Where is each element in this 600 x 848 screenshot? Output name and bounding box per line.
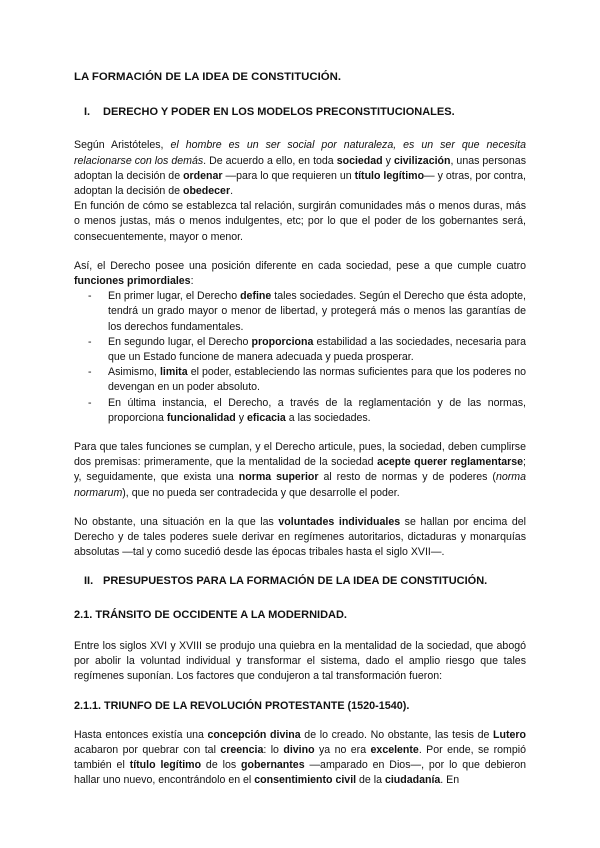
- document-title: LA FORMACIÓN DE LA IDEA DE CONSTITUCIÓN.: [74, 71, 342, 83]
- section-1-number: I.: [84, 106, 91, 119]
- paragraph-aristoteles: Según Aristóteles, el hombre es un ser social por naturaleza, es un ser que necesita relacionarse con los demás. De acuerdo a ello, en toda sociedad y civilización, unas personas adoptan la decisión de ordenar —para lo que requieren un título legítimo— y otras, por contra, adoptan la decisión de obedecer.: [74, 139, 526, 198]
- list-item: - Asimismo, limita el poder, estableciendo las normas suficientes para que los poderes no devengan en un poder absoluto.: [88, 366, 527, 394]
- list-item: - En segundo lugar, el Derecho proporciona estabilidad a las sociedades, necesaria para que un Estado funcione de manera adecuada y pueda prosperar.: [88, 335, 526, 364]
- section-2-heading: [74, 574, 526, 589]
- section-2-title: PRESUPUESTOS PARA LA FORMACIÓN DE LA IDEA DE CONSTITUCIÓN.: [103, 575, 488, 588]
- paragraph-voluntades: No obstante, una situación en la que las voluntades individuales se hallan por encima del Derecho y de tales poderes suele derivar en regímenes autoritarios, dictaduras y monarquías absolutas —tal y como sucedió desde las épocas tribales hasta el siglo XVII—.: [74, 515, 526, 559]
- subsection-2-1-1-heading: 2.1.1. TRIUNFO DE LA REVOLUCIÓN PROTESTANTE (1520-1540).: [74, 699, 410, 712]
- paragraph-quiebra: Entre los siglos XVI y XVIII se produjo una quiebra en la mentalidad de la sociedad, que abogó por abolir la voluntad individual y transformar el sistema, dado el amplio riesgo que tales regímenes suponían. Los factores que condujeron a tal transformación fueron:: [74, 639, 526, 683]
- paragraph-premisas: Para que tales funciones se cumplan, y el Derecho articule, pues, la sociedad, deben cumplirse dos premisas: primeramente, que la mentalidad de la sociedad acepte querer reglamentarse; y, seguidamente, que exista una norma superior al resto de normas y de poderes (norma normarum), que no pueda ser contradecida y que desarrolle el poder.: [74, 441, 526, 499]
- functions-list: [74, 289, 526, 426]
- section-2-number: II.: [84, 575, 94, 588]
- section-1-heading: [74, 105, 526, 120]
- list-item: - En última instancia, el Derecho, a través de la reglamentación y de las normas, proporciona funcionalidad y eficacia a las sociedades.: [88, 396, 526, 424]
- section-1-title: DERECHO Y PODER EN LOS MODELOS PRECONSTITUCIONALES.: [103, 106, 455, 119]
- paragraph-relacion: En función de cómo se establezca tal relación, surgirán comunidades más o menos duras, más o menos justas, más o menos indulgentes, etc; por lo que el poder de los gobernantes será, consecuentemente, mayor o menor.: [74, 200, 526, 243]
- subsection-2-1-heading: 2.1. TRÁNSITO DE OCCIDENTE A LA MODERNIDAD.: [74, 608, 347, 621]
- paragraph-funciones-intro: Así, el Derecho posee una posición diferente en cada sociedad, pese a que cumple cuatro funciones primordiales:: [74, 259, 526, 288]
- paragraph-lutero: Hasta entonces existía una concepción divina de lo creado. No obstante, las tesis de Lutero acabaron por quebrar con tal creencia: lo divino ya no era excelente. Por ende, se rompió también el título legítimo de los gobernantes —amparado en Dios—, por lo que debieron hallar uno nuevo, encontrándolo en el consentimiento civil de la ciudadanía. En: [74, 728, 526, 787]
- list-item: - En primer lugar, el Derecho define tales sociedades. Según el Derecho que ésta adopte, tendrá un grado mayor o menor de libertad, y protegerá más o menos las garantías de los derechos fundamentales.: [88, 290, 526, 333]
